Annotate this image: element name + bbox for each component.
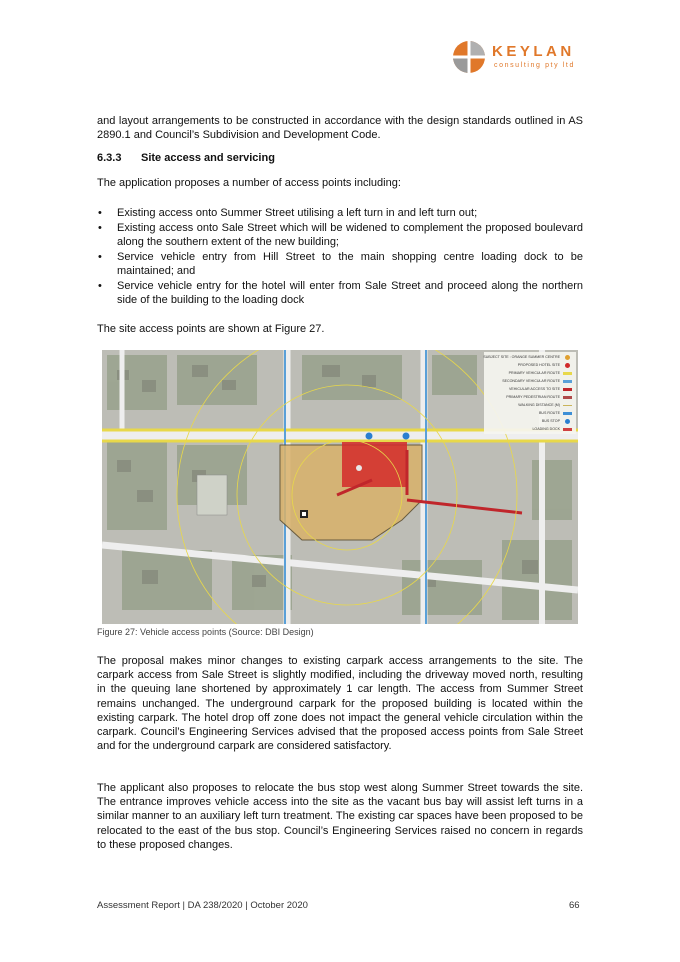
footer-report-info: Assessment Report | DA 238/2020 | October 2020 bbox=[97, 900, 308, 911]
legend-label: PRIMARY PEDESTRIAN ROUTE bbox=[506, 395, 560, 399]
legend-item bbox=[486, 402, 574, 409]
company-logo bbox=[452, 40, 592, 76]
section-number: 6.3.3 bbox=[97, 152, 122, 164]
legend-label: LOADING DOCK bbox=[532, 427, 560, 431]
section-heading bbox=[97, 152, 275, 164]
legend-item bbox=[486, 362, 574, 369]
list-item: • Service vehicle entry for the hotel will enter from Sale Street and proceed along the northern side of the building to the loading dock bbox=[97, 279, 583, 307]
figure-caption: Figure 27: Vehicle access points (Source: DBI Design) bbox=[97, 627, 314, 637]
company-name: KEYLAN bbox=[492, 43, 575, 60]
legend-label: VEHICULAR ACCESS TO SITE bbox=[509, 387, 560, 391]
access-points-list bbox=[97, 206, 583, 307]
company-tagline: consulting pty ltd bbox=[494, 62, 575, 69]
busstop-paragraph: The applicant also proposes to relocate the bus stop west along Summer Street towards the site. The entrance improves vehicle access into the site as the vacant bus bay will assist left turns in a similar manner to an auxiliary left turn treatment. The existing car spaces have been proposed to be relocated to the east of the bus stop. Council’s Engineering Services raised no concern in regards to these proposed changes. bbox=[97, 782, 583, 851]
legend-label: WALKING DISTANCE (M) bbox=[518, 403, 560, 407]
page-number: 66 bbox=[569, 900, 580, 911]
list-item: • Existing access onto Sale Street which will be widened to complement the proposed boulevard along the southern extent of the new building; bbox=[97, 221, 583, 249]
legend-label: BUS STOP bbox=[541, 419, 560, 423]
legend-item bbox=[486, 418, 574, 425]
legend-label: PRIMARY VEHICULAR ROUTE bbox=[508, 371, 560, 375]
legend-item bbox=[486, 426, 574, 433]
intro-paragraph: and layout arrangements to be constructed in accordance with the design standards outlined in AS 2890.1 and Council’s Subdivision and Development Code. bbox=[97, 115, 583, 142]
section-title: Site access and servicing bbox=[141, 152, 275, 164]
legend-item bbox=[486, 394, 574, 401]
list-item: • Service vehicle entry from Hill Street to the main shopping centre loading dock to be maintained; and bbox=[97, 250, 583, 278]
list-item: • Existing access onto Summer Street utilising a left turn in and left turn out; bbox=[97, 206, 583, 220]
map-legend bbox=[484, 352, 576, 434]
figure-reference: The site access points are shown at Figure 27. bbox=[97, 323, 325, 335]
keylan-logo-icon bbox=[452, 40, 486, 74]
legend-label: PROPOSED HOTEL SITE bbox=[517, 363, 560, 367]
site-access-map bbox=[102, 350, 578, 624]
legend-item bbox=[486, 378, 574, 385]
carpark-paragraph: The proposal makes minor changes to existing carpark access arrangements to the site. The carpark access from Sale Street is slightly modified, including the driveway moved north, resulting in the queuing lane shortened by approximately 1 car length. The access from Summer Street remains unchanged. The underground carpark for the proposed building is located within the existing carpark. The hotel drop off zone does not impact the general vehicle circulation within the carpark. Council’s Engineering Services advised that the proposed access points from Sale Street and for the underground carpark are considered satisfactory. bbox=[97, 655, 583, 753]
legend-label: SUBJECT SITE : ORANGE SUMMER CENTRE bbox=[483, 355, 560, 359]
legend-item bbox=[486, 410, 574, 417]
access-intro: The application proposes a number of access points including: bbox=[97, 177, 401, 189]
legend-item bbox=[486, 386, 574, 393]
legend-item bbox=[483, 354, 574, 361]
legend-label: SECONDARY VEHICULAR ROUTE bbox=[502, 379, 560, 383]
legend-item bbox=[486, 370, 574, 377]
legend-label: BUS ROUTE bbox=[539, 411, 560, 415]
